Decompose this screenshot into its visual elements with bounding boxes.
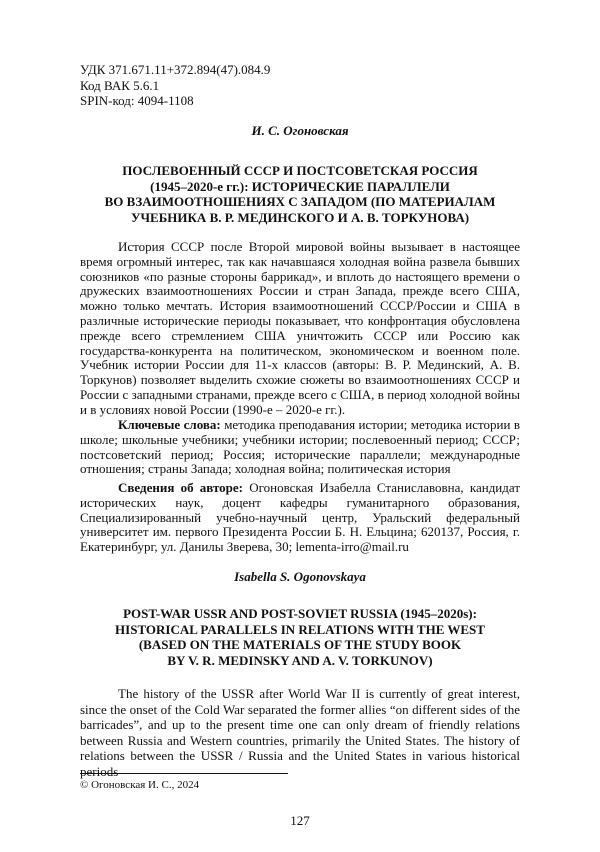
title-line: ВО ВЗАИМООТНОШЕНИЯХ С ЗАПАДОМ (ПО МАТЕРИАЛАМ: [104, 194, 496, 209]
spin-code: SPIN-код: 4094-1108: [80, 93, 194, 108]
title-line: POST-WAR USSR AND POST-SOVIET RUSSIA (1945–2020s):: [123, 606, 477, 621]
page-number: 127: [290, 813, 310, 828]
article-title-en: [80, 606, 520, 668]
abstract-en: The history of the USSR after World War II is currently of great interest, since the onset of the Cold War separated the former allies “on different sides of the barricades”, and up to the present time one can only dream of friendly relations between Russia and Western countries, primarily the United States. The history of relations between the USSR / Russia and the United States in various historical periods: [80, 686, 520, 779]
keywords-ru: [80, 418, 520, 477]
article-metadata: [80, 62, 270, 109]
title-line: ПОСЛЕВОЕННЫЙ СССР И ПОСТСОВЕТСКАЯ РОССИЯ: [122, 163, 478, 178]
author-info-label: Сведения об авторе:: [118, 480, 244, 495]
vak-code: Код ВАК 5.6.1: [80, 77, 160, 93]
title-line: (BASED ON THE MATERIALS OF THE STUDY BOOK: [138, 637, 462, 652]
keywords-text: методика преподавания истории; методика истории в школе; школьные учебники; учебники истории; послевоенный период; СССР; постсоветский период; Россия; исторические параллели; международные отношения; страны Запада; холодная война; политическая история: [80, 417, 521, 477]
copyright-footnote: © Огоновская И. С., 2024: [80, 779, 200, 791]
author-info-text: Огоновская Изабелла Станиславовна, кандидат исторических наук, доцент кафедры гуманитарного образования, Специализированный учебно-научный центр, Уральский федеральный университет им. первого Президента России Б. Н. Ельцина; 620137, Россия, г. Екатеринбург, ул. Данилы Зверева, 30; lementa-irro@mail.ru: [80, 480, 520, 555]
author-name-ru: И. С. Огоновская: [251, 123, 349, 138]
keywords-label: Ключевые слова:: [118, 417, 221, 432]
title-line: HISTORICAL PARALLELS IN RELATIONS WITH THE WEST: [115, 621, 485, 637]
author-info-ru: [80, 481, 520, 555]
footnote-divider: [80, 773, 288, 774]
title-line: УЧЕБНИКА В. Р. МЕДИНСКОГО И А. В. ТОРКУНОВА): [130, 209, 470, 225]
abstract-ru: История СССР после Второй мировой войны вызывает в настоящее время огромный интерес, так как начавшаяся холодная война развела бывших союзников «по разные стороны баррикад», и вплоть до настоящего времени о дружеских взаимоотношениях России и стран Запада, прежде всего США, можно только мечтать. История взаимоотношений СССР/России и США в различные исторические периоды показывает, что конфронтация обусловлена прежде всего стремлением США уничтожить СССР или Россию как государства-конкурента на политическом, экономическом и военном поле. Учебник истории России для 11-х классов (авторы: В. Р. Мединский, А. В. Торкунов) позволяет выделить схожие сюжеты во взаимоотношениях СССР и России с западными странами, прежде всего с США, в период холодной войны и в условиях новой России (1990-е – 2020-е гг.).: [80, 239, 520, 417]
title-line: (1945–2020-е гг.): ИСТОРИЧЕСКИЕ ПАРАЛЛЕЛИ: [150, 178, 450, 194]
udk-code: УДК 371.671.11+372.894(47).084.9: [80, 62, 271, 77]
article-title-ru: [80, 163, 520, 225]
title-line: BY V. R. MEDINSKY AND A. V. TORKUNOV): [167, 652, 433, 668]
author-name-en: Isabella S. Ogonovskaya: [234, 569, 366, 584]
